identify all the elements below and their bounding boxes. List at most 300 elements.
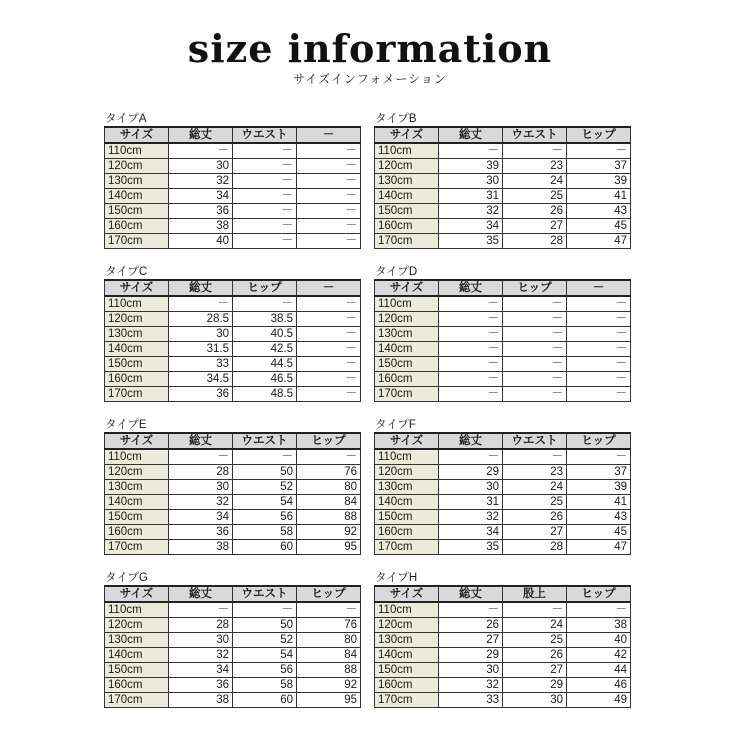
size-cell: 150cm	[105, 357, 169, 372]
table-row	[105, 357, 361, 372]
column-header: サイズ	[375, 127, 439, 143]
measurement-cell: 34	[169, 189, 233, 204]
table-row	[375, 357, 631, 372]
table-row	[105, 618, 361, 633]
table-row	[105, 648, 361, 663]
column-header: ウエスト	[233, 127, 297, 143]
measurement-cell: －	[439, 602, 503, 618]
measurement-cell: 84	[297, 648, 361, 663]
measurement-cell: 95	[297, 540, 361, 555]
measurement-cell: 52	[233, 633, 297, 648]
size-cell: 130cm	[375, 327, 439, 342]
measurement-cell: －	[233, 296, 297, 312]
measurement-cell: 60	[233, 540, 297, 555]
size-cell: 110cm	[375, 143, 439, 159]
measurement-cell: 56	[233, 663, 297, 678]
size-cell: 160cm	[105, 525, 169, 540]
column-header: 総丈	[169, 433, 233, 449]
measurement-cell: 48.5	[233, 387, 297, 402]
column-header: －	[567, 280, 631, 296]
size-cell: 130cm	[105, 174, 169, 189]
size-cell: 110cm	[375, 296, 439, 312]
measurement-cell: 43	[567, 510, 631, 525]
table-row	[375, 296, 631, 312]
measurement-cell: －	[297, 143, 361, 159]
measurement-cell: 47	[567, 540, 631, 555]
measurement-cell: 32	[439, 678, 503, 693]
measurement-cell: －	[439, 372, 503, 387]
measurement-cell: 25	[503, 633, 567, 648]
size-table-block	[104, 113, 360, 249]
measurement-cell: 39	[439, 159, 503, 174]
measurement-cell: 50	[233, 465, 297, 480]
table-row	[105, 296, 361, 312]
measurement-cell: 92	[297, 525, 361, 540]
measurement-cell: 27	[503, 219, 567, 234]
measurement-cell: 50	[233, 618, 297, 633]
size-cell: 130cm	[375, 480, 439, 495]
measurement-cell: 38	[169, 219, 233, 234]
table-row	[105, 465, 361, 480]
size-cell: 130cm	[105, 633, 169, 648]
measurement-cell: 60	[233, 693, 297, 708]
measurement-cell: 35	[439, 540, 503, 555]
table-row	[105, 342, 361, 357]
measurement-cell: －	[503, 327, 567, 342]
column-header: ウエスト	[233, 433, 297, 449]
measurement-cell: 34.5	[169, 372, 233, 387]
size-table-block	[374, 419, 630, 555]
table-row	[105, 387, 361, 402]
measurement-cell: 41	[567, 495, 631, 510]
measurement-cell: －	[297, 159, 361, 174]
table-row	[375, 234, 631, 249]
table-header-row	[375, 586, 631, 602]
table-row	[105, 159, 361, 174]
table-row	[105, 663, 361, 678]
measurement-cell: 29	[439, 465, 503, 480]
measurement-cell: 28	[503, 234, 567, 249]
measurement-cell: －	[233, 189, 297, 204]
column-header: －	[297, 280, 361, 296]
measurement-cell: 28	[169, 465, 233, 480]
size-cell: 170cm	[105, 387, 169, 402]
measurement-cell: 39	[567, 174, 631, 189]
table-row	[105, 480, 361, 495]
column-header: サイズ	[375, 586, 439, 602]
table-header-row	[375, 280, 631, 296]
measurement-cell: －	[297, 312, 361, 327]
size-table	[374, 126, 631, 249]
table-row	[375, 387, 631, 402]
size-cell: 170cm	[375, 234, 439, 249]
size-cell: 140cm	[375, 189, 439, 204]
table-header-row	[105, 433, 361, 449]
column-header: 総丈	[439, 280, 503, 296]
size-table-block	[374, 572, 630, 708]
measurement-cell: 32	[169, 174, 233, 189]
table-row	[105, 540, 361, 555]
measurement-cell: 25	[503, 495, 567, 510]
table-row	[375, 159, 631, 174]
column-header: サイズ	[105, 127, 169, 143]
measurement-cell: 76	[297, 618, 361, 633]
measurement-cell: －	[297, 449, 361, 465]
measurement-cell: 32	[169, 648, 233, 663]
column-header: サイズ	[105, 280, 169, 296]
measurement-cell: －	[439, 449, 503, 465]
type-label: タイプG	[105, 572, 148, 584]
measurement-cell: －	[567, 387, 631, 402]
measurement-cell: 24	[503, 618, 567, 633]
table-row	[105, 510, 361, 525]
measurement-cell: 30	[439, 480, 503, 495]
size-table	[374, 585, 631, 708]
table-row	[375, 327, 631, 342]
measurement-cell: －	[439, 387, 503, 402]
measurement-cell: 56	[233, 510, 297, 525]
measurement-cell: －	[567, 143, 631, 159]
size-cell: 150cm	[105, 204, 169, 219]
measurement-cell: 36	[169, 678, 233, 693]
size-cell: 110cm	[375, 602, 439, 618]
measurement-cell: 26	[503, 204, 567, 219]
size-cell: 140cm	[105, 189, 169, 204]
size-cell: 150cm	[105, 510, 169, 525]
measurement-cell: －	[297, 296, 361, 312]
measurement-cell: 43	[567, 204, 631, 219]
size-cell: 120cm	[105, 618, 169, 633]
size-cell: 150cm	[375, 663, 439, 678]
measurement-cell: 24	[503, 480, 567, 495]
table-row	[375, 602, 631, 618]
size-cell: 160cm	[105, 219, 169, 234]
size-table-block	[104, 266, 360, 402]
measurement-cell: 41	[567, 189, 631, 204]
page-title: size information	[187, 26, 553, 71]
size-cell: 130cm	[105, 327, 169, 342]
measurement-cell: 32	[169, 495, 233, 510]
measurement-cell: －	[297, 189, 361, 204]
measurement-cell: －	[297, 387, 361, 402]
table-row	[105, 327, 361, 342]
table-row	[105, 693, 361, 708]
table-header-row	[375, 127, 631, 143]
measurement-cell: 49	[567, 693, 631, 708]
measurement-cell: －	[169, 602, 233, 618]
measurement-cell: 36	[169, 525, 233, 540]
size-cell: 160cm	[375, 678, 439, 693]
type-label: タイプF	[375, 419, 416, 431]
measurement-cell: －	[503, 449, 567, 465]
type-label: タイプE	[105, 419, 147, 431]
table-row	[375, 693, 631, 708]
measurement-cell: 34	[439, 219, 503, 234]
measurement-cell: －	[297, 219, 361, 234]
measurement-cell: －	[503, 342, 567, 357]
measurement-cell: 44.5	[233, 357, 297, 372]
table-row	[375, 633, 631, 648]
measurement-cell: －	[503, 357, 567, 372]
type-label: タイプC	[105, 266, 148, 278]
column-header: －	[297, 127, 361, 143]
table-row	[375, 342, 631, 357]
size-cell: 120cm	[105, 465, 169, 480]
size-cell: 170cm	[375, 693, 439, 708]
measurement-cell: －	[567, 449, 631, 465]
size-table	[104, 432, 361, 555]
table-row	[375, 480, 631, 495]
measurement-cell: 27	[503, 663, 567, 678]
measurement-cell: －	[567, 327, 631, 342]
measurement-cell: －	[567, 312, 631, 327]
measurement-cell: 92	[297, 678, 361, 693]
measurement-cell: 26	[439, 618, 503, 633]
measurement-cell: －	[439, 296, 503, 312]
size-table	[374, 279, 631, 402]
size-cell: 140cm	[375, 648, 439, 663]
size-cell: 110cm	[105, 602, 169, 618]
measurement-cell: －	[567, 296, 631, 312]
size-table	[374, 432, 631, 555]
measurement-cell: 46	[567, 678, 631, 693]
column-header: ヒップ	[297, 586, 361, 602]
measurement-cell: －	[297, 357, 361, 372]
size-cell: 150cm	[375, 510, 439, 525]
measurement-cell: 26	[503, 510, 567, 525]
table-row	[375, 143, 631, 159]
column-header: 総丈	[439, 127, 503, 143]
measurement-cell: －	[233, 143, 297, 159]
measurement-cell: 28	[169, 618, 233, 633]
size-cell: 130cm	[105, 480, 169, 495]
size-cell: 160cm	[105, 372, 169, 387]
measurement-cell: －	[297, 342, 361, 357]
measurement-cell: 46.5	[233, 372, 297, 387]
measurement-cell: 54	[233, 495, 297, 510]
measurement-cell: 33	[439, 693, 503, 708]
column-header: ヒップ	[297, 433, 361, 449]
table-row	[105, 234, 361, 249]
measurement-cell: 38	[169, 693, 233, 708]
measurement-cell: －	[233, 159, 297, 174]
table-row	[375, 219, 631, 234]
measurement-cell: －	[233, 174, 297, 189]
measurement-cell: 40	[169, 234, 233, 249]
table-row	[375, 189, 631, 204]
measurement-cell: 47	[567, 234, 631, 249]
measurement-cell: 27	[439, 633, 503, 648]
measurement-cell: 76	[297, 465, 361, 480]
measurement-cell: 31	[439, 189, 503, 204]
measurement-cell: －	[297, 234, 361, 249]
size-cell: 120cm	[375, 618, 439, 633]
size-cell: 110cm	[375, 449, 439, 465]
size-table-block	[374, 266, 630, 402]
table-row	[105, 219, 361, 234]
measurement-cell: 33	[169, 357, 233, 372]
measurement-cell: 35	[439, 234, 503, 249]
measurement-cell: 80	[297, 633, 361, 648]
measurement-cell: －	[297, 602, 361, 618]
measurement-cell: 88	[297, 510, 361, 525]
measurement-cell: 32	[439, 510, 503, 525]
size-cell: 140cm	[105, 342, 169, 357]
measurement-cell: 34	[169, 510, 233, 525]
table-row	[105, 312, 361, 327]
measurement-cell: 32	[439, 204, 503, 219]
measurement-cell: 42	[567, 648, 631, 663]
size-cell: 110cm	[105, 143, 169, 159]
measurement-cell: 29	[503, 678, 567, 693]
table-row	[105, 174, 361, 189]
size-cell: 160cm	[375, 219, 439, 234]
measurement-cell: －	[233, 234, 297, 249]
size-cell: 110cm	[105, 296, 169, 312]
measurement-cell: －	[233, 602, 297, 618]
measurement-cell: 36	[169, 387, 233, 402]
table-row	[375, 174, 631, 189]
measurement-cell: －	[503, 312, 567, 327]
column-header: 総丈	[169, 280, 233, 296]
size-cell: 150cm	[375, 204, 439, 219]
type-label: タイプH	[375, 572, 418, 584]
measurement-cell: 23	[503, 465, 567, 480]
measurement-cell: －	[297, 204, 361, 219]
measurement-cell: 30	[439, 663, 503, 678]
size-cell: 170cm	[105, 540, 169, 555]
size-cell: 120cm	[105, 312, 169, 327]
measurement-cell: 23	[503, 159, 567, 174]
column-header: ウエスト	[503, 433, 567, 449]
table-header-row	[375, 433, 631, 449]
measurement-cell: 30	[169, 327, 233, 342]
measurement-cell: 38	[567, 618, 631, 633]
measurement-cell: 37	[567, 159, 631, 174]
measurement-cell: －	[169, 296, 233, 312]
table-row	[105, 189, 361, 204]
table-row	[105, 525, 361, 540]
measurement-cell: 27	[503, 525, 567, 540]
measurement-cell: －	[567, 342, 631, 357]
measurement-cell: 52	[233, 480, 297, 495]
measurement-cell: 30	[169, 159, 233, 174]
size-cell: 110cm	[105, 449, 169, 465]
size-cell: 130cm	[375, 174, 439, 189]
table-row	[375, 540, 631, 555]
type-label: タイプD	[375, 266, 418, 278]
size-cell: 170cm	[375, 540, 439, 555]
measurement-cell: －	[439, 312, 503, 327]
measurement-cell: －	[233, 449, 297, 465]
size-table	[104, 585, 361, 708]
measurement-cell: 25	[503, 189, 567, 204]
measurement-cell: －	[503, 296, 567, 312]
column-header: サイズ	[375, 280, 439, 296]
table-row	[105, 143, 361, 159]
size-cell: 140cm	[375, 342, 439, 357]
measurement-cell: 37	[567, 465, 631, 480]
table-row	[375, 372, 631, 387]
size-cell: 170cm	[105, 693, 169, 708]
measurement-cell: －	[297, 372, 361, 387]
table-row	[375, 648, 631, 663]
measurement-cell: 31.5	[169, 342, 233, 357]
measurement-cell: 44	[567, 663, 631, 678]
size-cell: 140cm	[105, 648, 169, 663]
table-row	[105, 678, 361, 693]
size-table	[104, 279, 361, 402]
measurement-cell: 30	[503, 693, 567, 708]
measurement-cell: 36	[169, 204, 233, 219]
column-header: ヒップ	[567, 127, 631, 143]
measurement-cell: 26	[503, 648, 567, 663]
size-table-block	[104, 419, 360, 555]
table-row	[105, 633, 361, 648]
measurement-cell: 30	[439, 174, 503, 189]
table-row	[105, 602, 361, 618]
size-table	[104, 126, 361, 249]
column-header: ウエスト	[233, 586, 297, 602]
column-header: ヒップ	[567, 586, 631, 602]
measurement-cell: －	[169, 449, 233, 465]
measurement-cell: －	[503, 143, 567, 159]
size-cell: 140cm	[375, 495, 439, 510]
measurement-cell: 24	[503, 174, 567, 189]
table-row	[375, 449, 631, 465]
measurement-cell: －	[567, 602, 631, 618]
size-cell: 150cm	[105, 663, 169, 678]
size-cell: 120cm	[375, 159, 439, 174]
measurement-cell: 54	[233, 648, 297, 663]
column-header: サイズ	[105, 433, 169, 449]
size-cell: 160cm	[375, 372, 439, 387]
size-cell: 170cm	[105, 234, 169, 249]
measurement-cell: 28	[503, 540, 567, 555]
measurement-cell: －	[439, 342, 503, 357]
column-header: ウエスト	[503, 127, 567, 143]
size-cell: 170cm	[375, 387, 439, 402]
measurement-cell: 34	[439, 525, 503, 540]
table-row	[105, 204, 361, 219]
table-row	[375, 465, 631, 480]
measurement-cell: 40.5	[233, 327, 297, 342]
measurement-cell: 84	[297, 495, 361, 510]
measurement-cell: 40	[567, 633, 631, 648]
measurement-cell: 30	[169, 633, 233, 648]
type-label: タイプB	[375, 113, 417, 125]
measurement-cell: －	[567, 357, 631, 372]
size-table-block	[374, 113, 630, 249]
size-cell: 120cm	[105, 159, 169, 174]
table-row	[105, 449, 361, 465]
size-cell: 150cm	[375, 357, 439, 372]
page-subtitle: サイズインフォメーション	[293, 72, 447, 86]
measurement-cell: 95	[297, 693, 361, 708]
table-row	[375, 312, 631, 327]
measurement-cell: －	[233, 204, 297, 219]
measurement-cell: 80	[297, 480, 361, 495]
measurement-cell: －	[439, 357, 503, 372]
measurement-cell: 31	[439, 495, 503, 510]
size-cell: 160cm	[375, 525, 439, 540]
column-header: ヒップ	[233, 280, 297, 296]
measurement-cell: 58	[233, 678, 297, 693]
measurement-cell: －	[169, 143, 233, 159]
measurement-cell: －	[297, 327, 361, 342]
table-row	[375, 495, 631, 510]
column-header: 総丈	[439, 586, 503, 602]
